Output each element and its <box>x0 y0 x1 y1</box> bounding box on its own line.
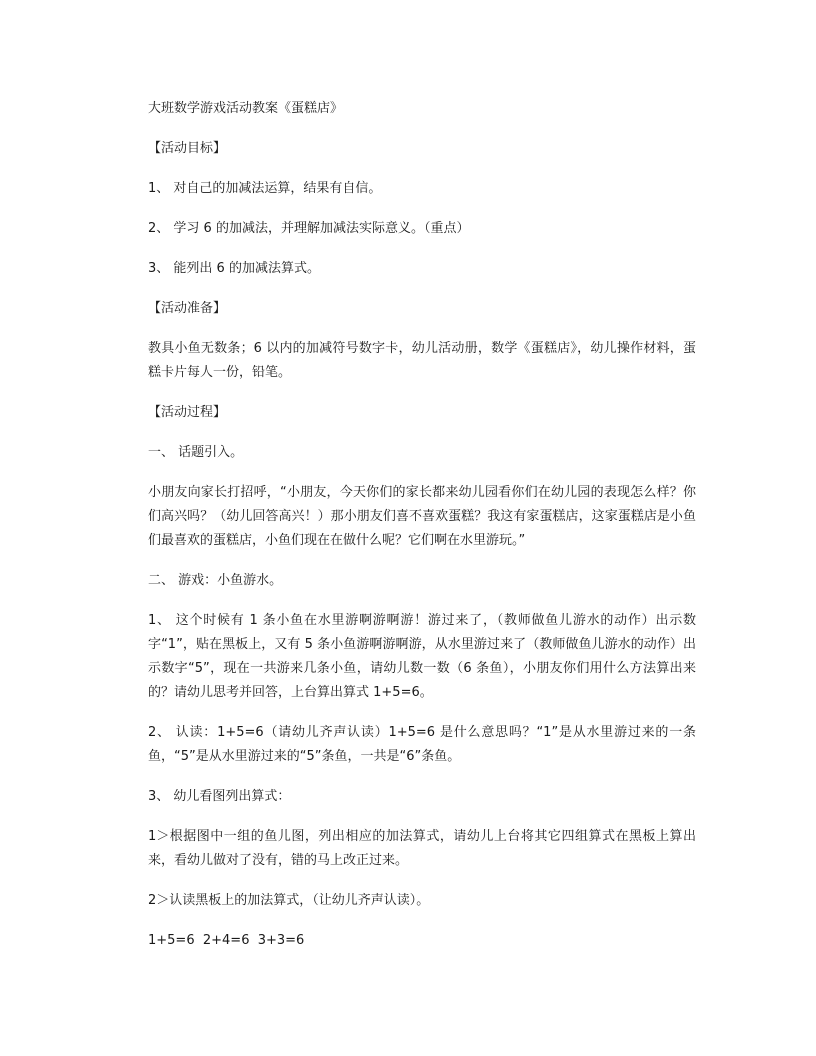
goal-item-1: 1、 对自己的加减法运算，结果有自信。 <box>148 181 382 196</box>
sub-step-2: 2＞认读黑板上的加法算式，（让幼儿齐声认读）。 <box>148 893 430 908</box>
preparation-text: 教具小鱼无数条；6 以内的加减符号数字卡，幼儿活动册，数学《蛋糕店》，幼儿操作材料，蛋糕卡片每人一份，铅笔。 <box>148 341 696 380</box>
intro-text: 小朋友向家长打招呼，“小朋友，今天你们的家长都来幼儿园看你们在幼儿园的表现怎么样？你们高兴吗？（幼儿回答高兴！）那小朋友们喜不喜欢蛋糕？我这有家蛋糕店，这家蛋糕店是小鱼们最喜欢的蛋糕店，小鱼们现在在做什么呢？它们啊在水里游玩。” <box>148 485 696 548</box>
game-step-1: 1、 这个时候有 1 条小鱼在水里游啊游啊游！游过来了，（教师做鱼儿游水的动作）出示数字“1”，贴在黑板上，又有 5 条小鱼游啊游啊游，从水里游过来了（教师做鱼儿游水的动作）出示数字“5”，现在一共游来几条小鱼，请幼儿数一数（6 条鱼），小朋友你们用什么方法算出来的？请幼儿思考并回答，上台算出算式 1+5=6。 <box>148 613 696 700</box>
document-page <box>148 97 696 969</box>
goal-item-3: 3、 能列出 6 的加减法算式。 <box>148 261 320 276</box>
game-step-3: 3、 幼儿看图列出算式： <box>148 789 291 804</box>
game-step-2: 2、 认读：1+5=6（请幼儿齐声认读）1+5=6 是什么意思吗？“1”是从水里游过来的一条鱼，“5”是从水里游过来的“5”条鱼，一共是“6”条鱼。 <box>148 725 696 764</box>
step-heading-2: 二、 游戏：小鱼游水。 <box>148 573 283 588</box>
section-heading-process: 【活动过程】 <box>148 405 227 420</box>
step-heading-1: 一、 话题引入。 <box>148 445 244 460</box>
goal-item-2: 2、 学习 6 的加减法，并理解加减法实际意义。（重点） <box>148 221 470 236</box>
equations-line: 1+5=6 2+4=6 3+3=6 <box>148 933 305 948</box>
section-heading-preparation: 【活动准备】 <box>148 301 227 316</box>
document-title: 大班数学游戏活动教案《蛋糕店》 <box>148 101 344 116</box>
sub-step-1: 1＞根据图中一组的鱼儿图，列出相应的加法算式，请幼儿上台将其它四组算式在黑板上算出来，看幼儿做对了没有，错的马上改正过来。 <box>148 829 696 868</box>
section-heading-goals: 【活动目标】 <box>148 141 227 156</box>
